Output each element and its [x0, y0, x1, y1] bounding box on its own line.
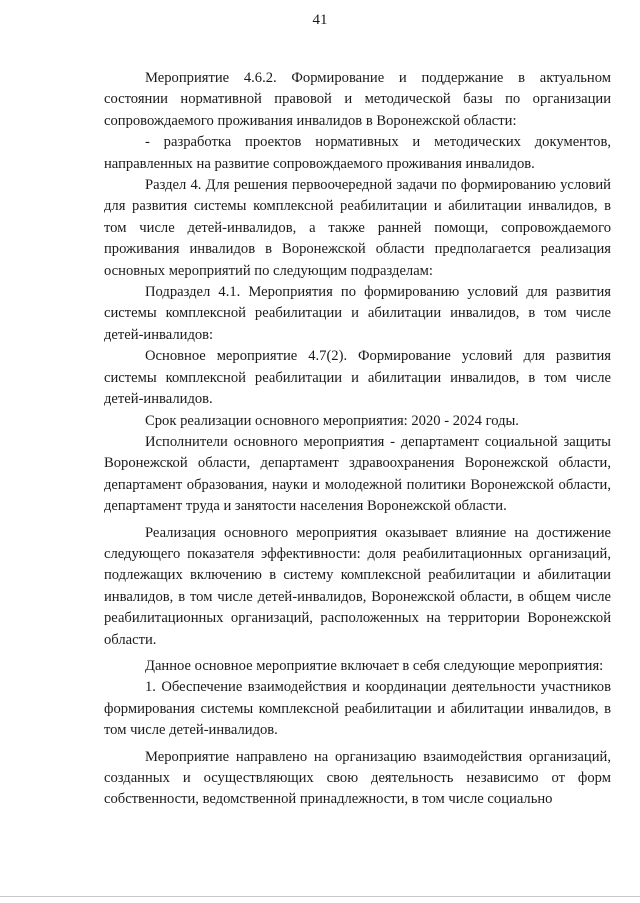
paragraph-measure-purpose: Мероприятие направлено на организацию взаимодействия организаций, созданных и осуществляющих свою деятельность независимо от форм собственности, ведомственной принадлежности, в том числе социально: [104, 748, 611, 808]
bottom-divider: [0, 896, 640, 897]
paragraph-subsection-4-1: Подраздел 4.1. Мероприятия по формированию условий для развития системы комплексной реабилитации и абилитации инвалидов, в том числе детей-инвалидов:: [104, 284, 611, 343]
paragraph-efficiency-indicator: Реализация основного мероприятия оказывает влияние на достижение следующего показателя эффективности: доля реабилитационных организаций, подлежащих включению в систему комплексной реабилитации и абилитации инвалидов, в том числе детей-инвалидов, Воронежской области, в общем числе реабилитационных организаций, расположенных на территории Воронежской области.: [104, 524, 611, 648]
paragraph-section-4: Раздел 4. Для решения первоочередной задачи по формированию условий для развития системы комплексной реабилитации и абилитации инвалидов, в том числе детей-инвалидов, а также ранней помощи, сопровождаемого проживания инвалидов в Воронежской области предполагается реализация основных мероприятий по следующим подразделам:: [104, 177, 611, 279]
paragraph-measure-1: 1. Обеспечение взаимодействия и координации деятельности участников формирования системы комплексной реабилитации и абилитации инвалидов, в том числе детей-инвалидов.: [104, 679, 611, 739]
page-number: 41: [312, 12, 328, 28]
paragraph-includes-measures: Данное основное мероприятие включает в себя следующие мероприятия:: [145, 657, 604, 674]
paragraph-measure-4-6-2: Мероприятие 4.6.2. Формирование и поддержание в актуальном состоянии нормативной правовой и методической базы по организации сопровождаемого проживания инвалидов в Воронежской области:: [104, 70, 611, 129]
paragraph-development-projects: - разработка проектов нормативных и методических документов, направленных на развитие сопровождаемого проживания инвалидов.: [104, 134, 611, 172]
document-body: [104, 68, 611, 811]
paragraph-main-measure-4-7: Основное мероприятие 4.7(2). Формирование условий для развития системы комплексной реабилитации и абилитации инвалидов, в том числе детей-инвалидов.: [104, 348, 611, 408]
paragraph-executors: Исполнители основного мероприятия - департамент социальной защиты Воронежской области, департамент здравоохранения Воронежской области, департамент образования, науки и молодежной политики Воронежской области, департамент труда и занятости населения Воронежской области.: [104, 433, 611, 515]
paragraph-implementation-period: Срок реализации основного мероприятия: 2020 - 2024 годы.: [145, 412, 519, 429]
